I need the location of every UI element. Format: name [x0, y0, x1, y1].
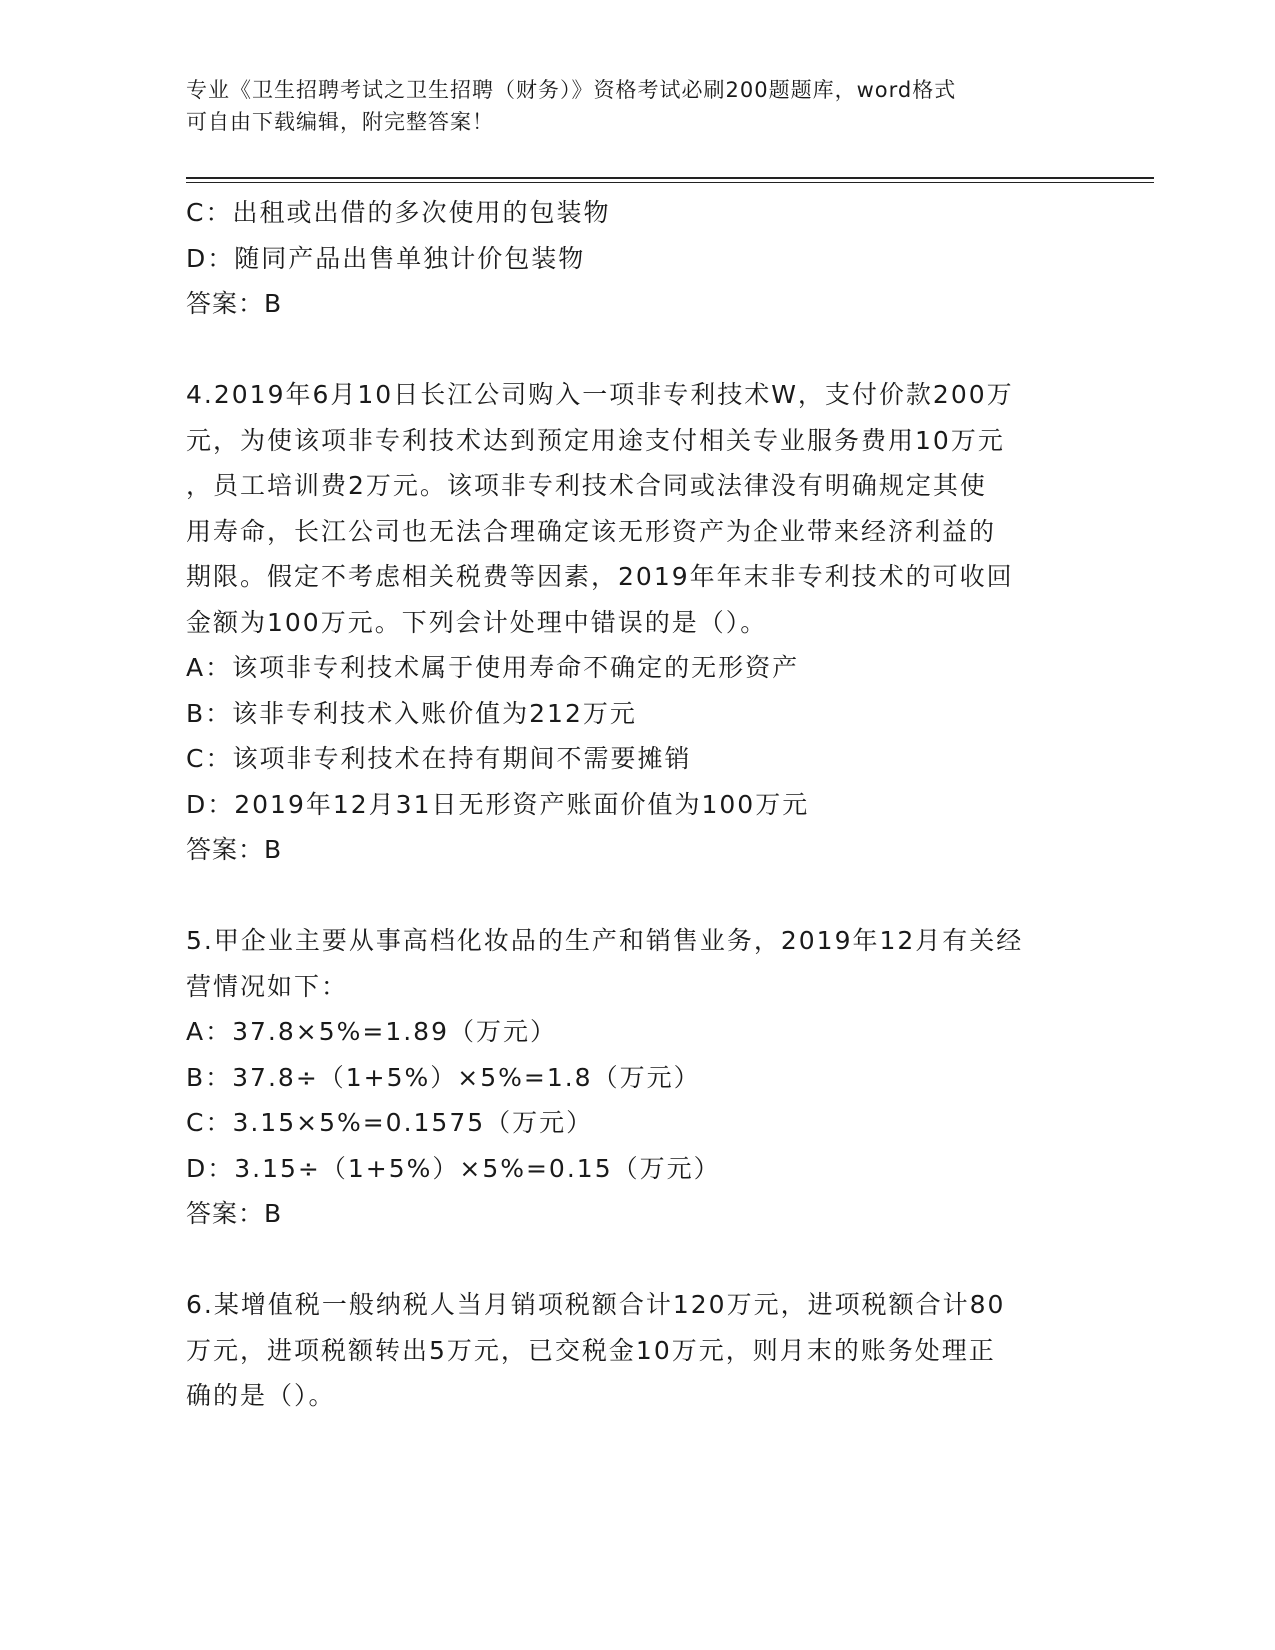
answer: 答案：B	[186, 835, 283, 864]
question-3-tail	[186, 190, 1086, 327]
question-text-line: ，员工培训费2万元。该项非专利技术合同或法律没有明确规定其使	[186, 471, 987, 500]
header-line-2: 可自由下载编辑，附完整答案！	[186, 110, 494, 134]
answer: 答案：B	[186, 1199, 283, 1228]
question-5	[186, 918, 1086, 1237]
question-text-line: 万元，进项税额转出5万元，已交税金10万元，则月末的账务处理正	[186, 1335, 996, 1365]
question-text-line: 6.某增值税一般纳税人当月销项税额合计120万元，进项税额合计80	[186, 1290, 1006, 1319]
question-text-line: 营情况如下：	[186, 971, 349, 1001]
question-6	[186, 1282, 1086, 1419]
option-c: C：出租或出借的多次使用的包装物	[186, 198, 611, 227]
option-d: D：3.15÷（1+5%）×5%=0.15（万元）	[186, 1153, 721, 1183]
option-a: A：该项非专利技术属于使用寿命不确定的无形资产	[186, 653, 800, 682]
document-body	[186, 190, 1086, 1419]
question-text-line: 金额为100万元。下列会计处理中错误的是（）。	[186, 607, 768, 637]
header-line-1: 专业《卫生招聘考试之卫生招聘（财务）》资格考试必刷200题题库，word格式	[186, 78, 957, 102]
question-text-line: 确的是（）。	[186, 1381, 336, 1410]
option-a: A：37.8×5%=1.89（万元）	[186, 1017, 557, 1046]
answer: 答案：B	[186, 289, 283, 318]
option-c: C：该项非专利技术在持有期间不需要摊销	[186, 744, 692, 773]
question-4	[186, 372, 1086, 873]
option-d: D：2019年12月31日无形资产账面价值为100万元	[186, 789, 810, 819]
option-d: D：随同产品出售单独计价包装物	[186, 243, 586, 273]
question-text-line: 期限。假定不考虑相关税费等因素，2019年年末非专利技术的可收回	[186, 562, 1014, 591]
question-text-line: 4.2019年6月10日长江公司购入一项非专利技术W，支付价款200万	[186, 380, 1014, 409]
question-text-line: 用寿命，长江公司也无法合理确定该无形资产为企业带来经济利益的	[186, 516, 997, 546]
option-c: C：3.15×5%=0.1575（万元）	[186, 1108, 594, 1137]
header-divider-thick	[186, 177, 1154, 179]
option-b: B：该非专利技术入账价值为212万元	[186, 698, 637, 728]
question-text-line: 5.甲企业主要从事高档化妆品的生产和销售业务，2019年12月有关经	[186, 926, 1024, 955]
option-b: B：37.8÷（1+5%）×5%=1.8（万元）	[186, 1062, 701, 1092]
header-divider-thin	[186, 182, 1154, 183]
question-text-line: 元，为使该项非专利技术达到预定用途支付相关专业服务费用10万元	[186, 425, 1005, 455]
document-header	[186, 74, 1086, 138]
